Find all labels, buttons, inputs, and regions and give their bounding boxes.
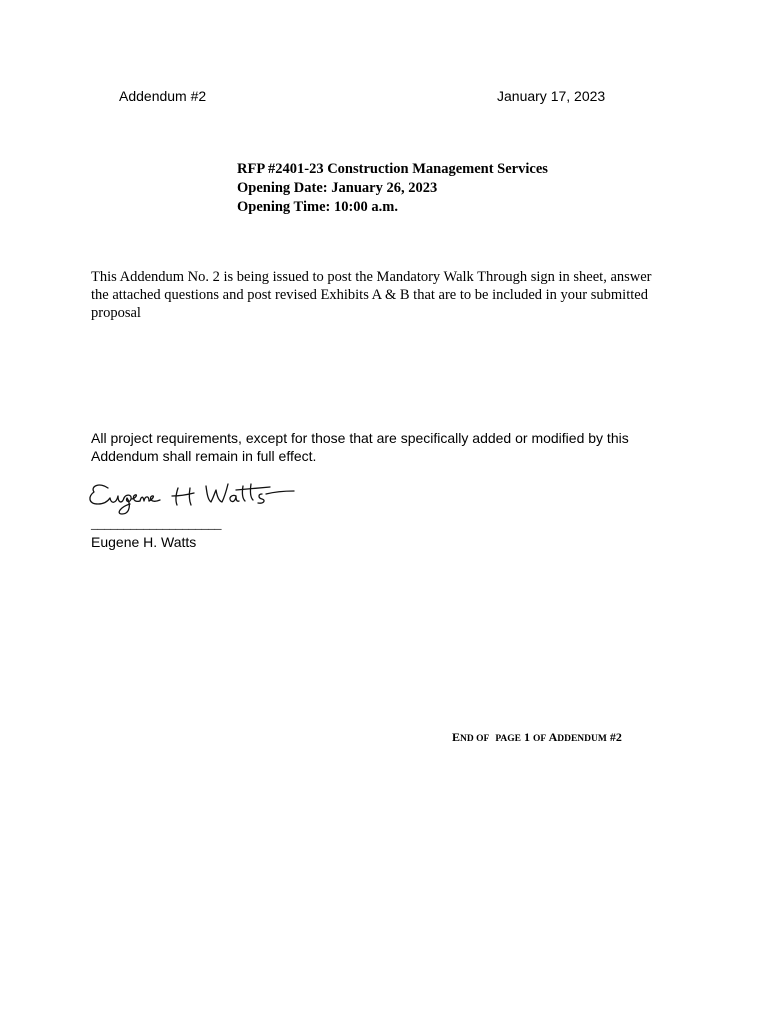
end-note-of: OF <box>533 734 547 744</box>
end-note-end-of: ND OF <box>460 734 490 744</box>
opening-time: Opening Time: 10:00 a.m. <box>237 199 398 215</box>
end-note-e: E <box>452 730 461 744</box>
addendum-label: Addendum #2 <box>119 88 207 104</box>
opening-date: Opening Date: January 26, 2023 <box>237 180 438 196</box>
requirements-line-1: All project requirements, except for those that are specifically added or modified by this <box>91 430 629 446</box>
addendum-description <box>91 268 691 322</box>
signer-name: Eugene H. Watts <box>91 534 197 550</box>
signature-line: ____________________ <box>91 517 221 532</box>
end-note-page-number: 1 <box>524 730 531 744</box>
description-line-3: proposal <box>91 305 141 321</box>
page-end-note <box>452 730 622 745</box>
end-note-page-rest: AGE <box>500 734 522 744</box>
description-line-2: the attached questions and post revised Exhibits A & B that are to be included in your submitted <box>91 287 648 303</box>
requirements-line-2: Addendum shall remain in full effect. <box>91 448 317 464</box>
end-note-addendum-a: A <box>548 730 558 744</box>
rfp-info-block <box>237 160 548 217</box>
handwritten-signature <box>86 474 296 520</box>
requirements-statement <box>91 429 651 465</box>
end-note-addendum-rest: DDENDUM <box>557 734 607 744</box>
rfp-title: RFP #2401-23 Construction Management Services <box>237 161 548 177</box>
document-date: January 17, 2023 <box>497 88 606 104</box>
end-note-page-p: P <box>495 734 501 744</box>
end-note-addendum-number: #2 <box>609 730 622 744</box>
description-line-1: This Addendum No. 2 is being issued to post the Mandatory Walk Through sign in sheet, answer <box>91 269 652 285</box>
